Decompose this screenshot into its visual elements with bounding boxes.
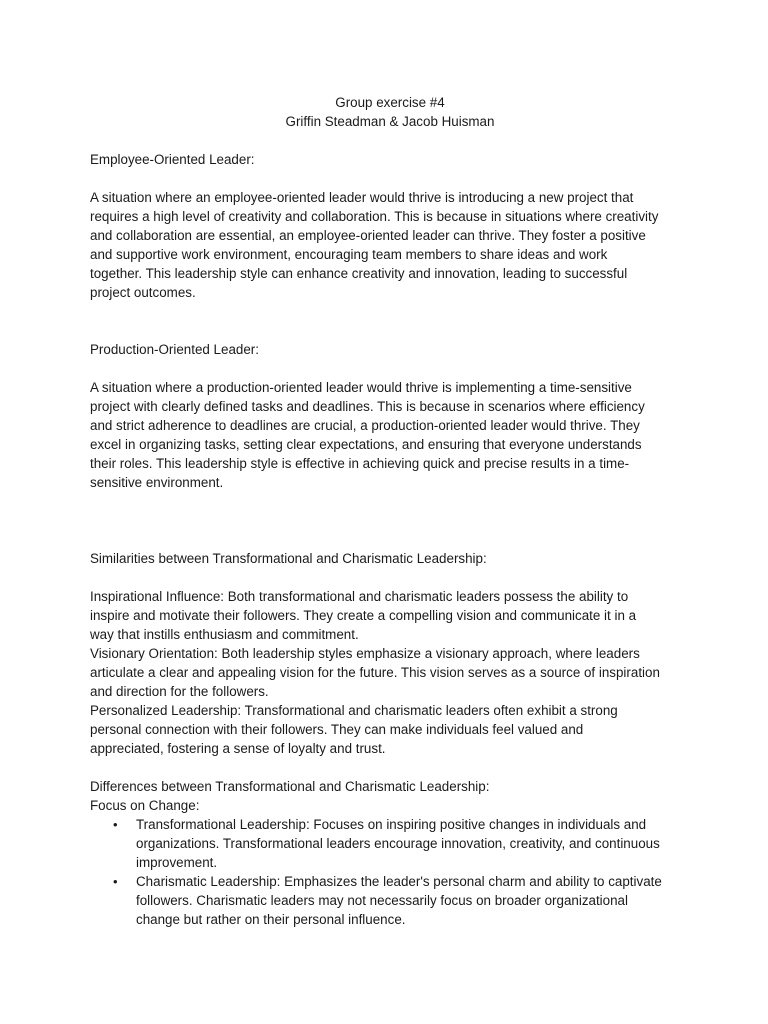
differences-bullet-list (90, 815, 690, 929)
list-item (90, 815, 690, 872)
paragraph-line: Inspirational Influence: Both transformational and charismatic leaders possess the ability to (90, 589, 629, 604)
document-authors: Griffin Steadman & Jacob Huisman (285, 114, 495, 129)
spacer (90, 302, 690, 321)
paragraph-line: and direction for the followers. (90, 684, 269, 699)
paragraph-line: their roles. This leadership style is effective in achieving quick and precise results in a time- (90, 456, 630, 471)
spacer (90, 359, 690, 378)
list-item-line: improvement. (136, 855, 218, 870)
paragraph-line: excel in organizing tasks, setting clear expectations, and ensuring that everyone understands (90, 437, 642, 452)
production-oriented-heading: Production-Oriented Leader: (90, 342, 259, 357)
similarities-paragraph (90, 587, 690, 758)
paragraph-line: project outcomes. (90, 285, 196, 300)
paragraph-line: way that instills enthusiasm and commitment. (90, 627, 359, 642)
list-item-line: change but rather on their personal influence. (136, 912, 406, 927)
paragraph-line: sensitive environment. (90, 475, 224, 490)
spacer (90, 758, 690, 777)
paragraph-line: personal connection with their followers. They can make individuals feel valued and (90, 722, 584, 737)
bullet-icon: • (113, 817, 118, 832)
paragraph-line: and strict adherence to deadlines are crucial, a production-oriented leader would thrive. They (90, 418, 640, 433)
employee-oriented-paragraph (90, 188, 690, 302)
list-item-line: Transformational Leadership: Focuses on inspiring positive changes in individuals and (136, 817, 647, 832)
paragraph-line: Visionary Orientation: Both leadership styles emphasize a visionary approach, where leaders (90, 646, 640, 661)
paragraph-line: Personalized Leadership: Transformational and charismatic leaders often exhibit a strong (90, 703, 618, 718)
document-title: Group exercise #4 (335, 95, 445, 110)
paragraph-line: together. This leadership style can enhance creativity and innovation, leading to successful (90, 266, 628, 281)
spacer (90, 169, 690, 188)
list-item-line: followers. Charismatic leaders may not necessarily focus on broader organizational (136, 893, 628, 908)
differences-subheading: Focus on Change: (90, 798, 200, 813)
spacer (90, 511, 690, 530)
bullet-icon: • (113, 874, 118, 889)
spacer (90, 321, 690, 340)
paragraph-line: A situation where an employee-oriented leader would thrive is introducing a new project that (90, 190, 634, 205)
list-item-line: organizations. Transformational leaders encourage innovation, creativity, and continuous (136, 836, 660, 851)
spacer (90, 131, 690, 150)
paragraph-line: and collaboration are essential, an employee-oriented leader can thrive. They foster a positive (90, 228, 646, 243)
paragraph-line: appreciated, fostering a sense of loyalty and trust. (90, 741, 386, 756)
paragraph-line: project with clearly defined tasks and deadlines. This is because in scenarios where efficiency (90, 399, 645, 414)
spacer (90, 492, 690, 511)
spacer (90, 568, 690, 587)
spacer (90, 530, 690, 549)
paragraph-line: A situation where a production-oriented leader would thrive is implementing a time-sensitive (90, 380, 632, 395)
differences-heading: Differences between Transformational and Charismatic Leadership: (90, 779, 490, 794)
list-item (90, 872, 690, 929)
document-page (90, 93, 690, 929)
similarities-heading: Similarities between Transformational and Charismatic Leadership: (90, 551, 487, 566)
paragraph-line: articulate a clear and appealing vision for the future. This vision serves as a source of inspiration (90, 665, 660, 680)
employee-oriented-heading: Employee-Oriented Leader: (90, 152, 255, 167)
paragraph-line: and supportive work environment, encouraging team members to share ideas and work (90, 247, 608, 262)
paragraph-line: inspire and motivate their followers. They create a compelling vision and communicate it in a (90, 608, 637, 623)
production-oriented-paragraph (90, 378, 690, 492)
list-item-line: Charismatic Leadership: Emphasizes the leader's personal charm and ability to captivate (136, 874, 662, 889)
paragraph-line: requires a high level of creativity and collaboration. This is because in situations where creativity (90, 209, 659, 224)
